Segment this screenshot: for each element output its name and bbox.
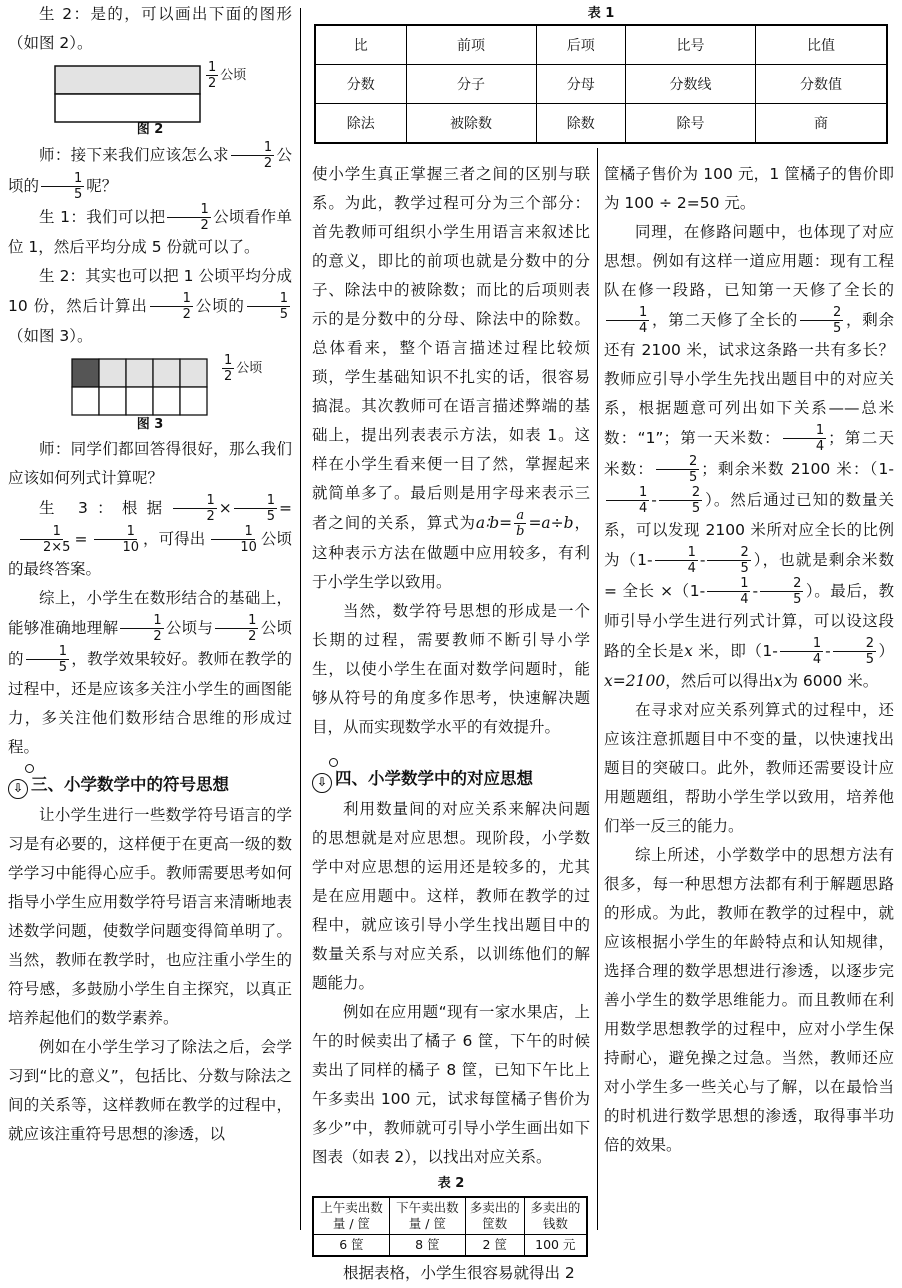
paragraph: 例如在小学生学习了除法之后，会学习到“比的意义”，包括比、分数与除法之间的关系等，这样教师在教学的过程中，就应该注重符号思想的渗透，以 <box>8 1038 292 1143</box>
paragraph: 根据表格，小学生很容易就得出 2 <box>343 1264 575 1282</box>
table-row <box>315 104 887 144</box>
table-cell: 除数 <box>536 104 626 144</box>
grid-cell <box>72 387 99 415</box>
paragraph: 生 3：根据 $\frac{1}{2}$ × $\frac{1}{5}$ = $\frac{1}{2\times 5}$ = $\frac{1}{10}$ ，可得出 $\frac{1}{10}$ 公顷的最终答案。 <box>8 493 292 578</box>
grid-cell <box>72 359 99 387</box>
column-3 <box>604 160 894 1160</box>
down-arrow-icon: ⇩ <box>8 779 28 799</box>
grid-cell <box>126 387 153 415</box>
table-cell: 比 <box>315 25 406 65</box>
table-row <box>315 25 887 65</box>
section-heading: ⇩ 四、小学数学中的对应思想 <box>312 764 590 793</box>
section-heading: ⇩ 三、小学数学中的符号思想 <box>8 770 292 799</box>
column-divider <box>597 148 598 1230</box>
table-1 <box>314 4 888 144</box>
table-cell: 除号 <box>626 104 756 144</box>
table-cell: 分数值 <box>756 65 887 104</box>
table-cell: 前项 <box>406 25 536 65</box>
paragraph: 生 2：是的，可以画出下面的图形（如图 2）。 <box>8 5 292 52</box>
table-header-row <box>313 1197 587 1235</box>
table-header-cell: 上午卖出数量 / 筐 <box>313 1197 389 1235</box>
paragraph: 生 1：我们可以把 $\frac{1}{2}$ 公顷看作单位 1，然后平均分成 5 份就可以了。 <box>8 202 292 256</box>
column-2 <box>312 160 590 1288</box>
table-cell: 8 筐 <box>389 1235 465 1257</box>
table-caption: 表 2 <box>437 1176 465 1191</box>
grid-cell <box>180 387 207 415</box>
table-header-cell: 下午卖出数量 / 筐 <box>389 1197 465 1235</box>
table-row <box>315 65 887 104</box>
table-1-grid <box>314 24 888 144</box>
table-cell: 分母 <box>536 65 626 104</box>
paragraph: 综上，小学生在数形结合的基础上，能够准确地理解 $\frac{1}{2}$ 公顷与 $\frac{1}{2}$ 公顷的 $\frac{1}{5}$ ，教学效果较好。教师在教学的过程中，还是应该多关注小学生的画图能力，多关注他们数形结合思维的形成过程。 <box>8 589 292 756</box>
table-cell: 后项 <box>536 25 626 65</box>
table-cell: 商 <box>756 104 887 144</box>
table-cell: 比值 <box>756 25 887 65</box>
paragraph: 利用数量间的对应关系来解决问题的思想就是对应思想。现阶段，小学数学中对应思想的运用还是较多的，尤其是在应用题中。这样，教师在教学的过程中，就应该引导小学生找出题目中的数量关系与对应关系，以训练他们的解题能力。 <box>312 800 590 992</box>
table-cell: 2 筐 <box>465 1235 524 1257</box>
down-arrow-icon: ⇩ <box>312 773 332 793</box>
grid-cell <box>126 359 153 387</box>
paragraph: 师：同学们都回答得很好，那么我们应该如何列式计算呢？ <box>8 440 292 487</box>
table-cell: 6 筐 <box>313 1235 389 1257</box>
paragraph: 师：接下来我们应该怎么求 $\frac{1}{2}$ 公顷的 $\frac{1}{5}$ 呢？ <box>8 140 292 202</box>
table-cell: 比号 <box>626 25 756 65</box>
paragraph: 例如在应用题“现有一家水果店，上午的时候卖出了橘子 6 筐，下午的时候卖出了同样的橘子 8 筐，已知下午比上午多卖出 100 元，试求每筐橘子售价为多少”中，教师就可引导小学生画出如下图表（如表 2），以找出对应关系。 <box>312 1003 590 1166</box>
column-divider <box>300 8 301 1230</box>
table-cell: 分数 <box>315 65 406 104</box>
paragraph: 筐橘子售价为 100 元，1 筐橘子的售价即为 100 ÷ 2=50 元。 <box>604 165 894 212</box>
figure-2-label: $\frac{1}{2}$ 公顷 <box>208 60 247 91</box>
grid-cell <box>153 359 180 387</box>
figure-3-label: $\frac{1}{2}$ 公顷 <box>224 353 263 384</box>
paragraph: 让小学生进行一些数学符号语言的学习是有必要的，这样便于在更高一级的数学学习中能得心应手。教师需要思考如何指导小学生应用数学符号语言来清晰地表述数学问题，使数学问题变得简单明了。当然，教师在教学时，也应注重小学生的符号感，多鼓励小学生自主探究，以真正培养起他们的数学素养。 <box>8 806 292 1027</box>
paragraph: 综上所述，小学数学中的思想方法有很多，每一种思想方法都有利于解题思路的形成。为此，教师在教学的过程中，就应该根据小学生的年龄特点和认知规律，选择合理的数学思想进行渗透，以逐步完善小学生的数学思维能力。而且教师在利用数学思想教学的过程中，应对小学生保持耐心，避免操之过急。当然，教师还应对小学生多一些关心与了解，以在最恰当的时机进行数学思想的渗透，取得事半功倍的效果。 <box>604 846 894 1154</box>
figure-2 <box>8 60 292 140</box>
figure-3 <box>8 353 292 435</box>
figure-caption: 图 2 <box>136 122 164 137</box>
table-caption: 表 1 <box>587 6 615 21</box>
table-cell: 分数线 <box>626 65 756 104</box>
table-cell: 被除数 <box>406 104 536 144</box>
table-header-cell: 多卖出的钱数 <box>524 1197 587 1235</box>
grid-cell <box>180 359 207 387</box>
grid-cell <box>99 387 126 415</box>
figure-2-diagram <box>8 64 292 126</box>
paragraph: 同理，在修路问题中，也体现了对应思想。例如有这样一道应用题：现有工程队在修一段路，已知第一天修了全长的 $\frac{1}{4}$ ，第二天修了全长的 $\frac{2}{5}$ ，剩余还有 2100 米，试求这条路一共有多长？教师应引导小学生先找出题目中的对应关系，根据题意可列出如下关系——总米数：“1”；第一天米数： $\frac{1}{4}$ ；第二天米数： $\frac{2}{5}$ ；剩余米数 2100 米：（1- $\frac{1}{4}$ - $\frac{2}{5}$ ）。然后通过已知的数量关系，可以发现 2100 米所对应全长的比例为（1- $\frac{1}{4}$ - $\frac{2}{5}$ ），也就是剩余米数 = 全长 ×（1- $\frac{1}{4}$ - $\frac{2}{5}$ ）。最后，教师引导小学生进行列式计算，可以设这段路的全长是x 米，即（1- $\frac{1}{4}$ - $\frac{2}{5}$ ）x=2100，然后可以得出x为 6000 米。 <box>604 223 894 690</box>
paragraph: 当然，数学符号思想的形成是一个长期的过程，需要教师不断引导小学生，以使小学生在面对数学问题时，能够从符号的角度多作思考，快速解决题目，从而实现数学水平的有效提升。 <box>312 602 590 736</box>
table-2 <box>312 1196 588 1257</box>
grid-cell <box>153 387 180 415</box>
table-header-cell: 多卖出的筐数 <box>465 1197 524 1235</box>
paragraph: 使小学生真正掌握三者之间的区别与联系。为此，教学过程可分为三个部分：首先教师可组织小学生用语言来叙述比的意义，即比的前项也就是分数中的分子、除法中的被除数；而比的后项则表示的是分数中的分母、除法中的除数。总体看来，整个语言描述过程比较烦琐，学生基础知识不扎实的话，很容易搞混。其次教师可在语言描述弊端的基础上，提出列表表示方法，如表 1。这样在小学生看来便一目了然，掌握起来就简单多了。最后则是用字母来表示三者之间的关系，算式为a∶b= $\frac{a}{b}$ =a÷b，这种表示方法在做题中应用较多，有利于小学生学以致用。 <box>312 165 590 591</box>
column-1 <box>8 0 292 1149</box>
figure-caption: 图 3 <box>136 417 164 432</box>
paragraph: 在寻求对应关系列算式的过程中，还应该注意抓题目中不变的量，以快速找出题目的突破口。此外，教师还需要设计应用题题组，帮助小学生学以致用，培养他们举一反三的能力。 <box>604 701 894 835</box>
table-cell: 100 元 <box>524 1235 587 1257</box>
table-cell: 除法 <box>315 104 406 144</box>
paragraph: 生 2：其实也可以把 1 公顷平均分成 10 份，然后计算出 $\frac{1}{2}$ 公顷的 $\frac{1}{5}$ （如图 3）。 <box>8 267 292 345</box>
table-cell: 分子 <box>406 65 536 104</box>
grid-cell <box>99 359 126 387</box>
